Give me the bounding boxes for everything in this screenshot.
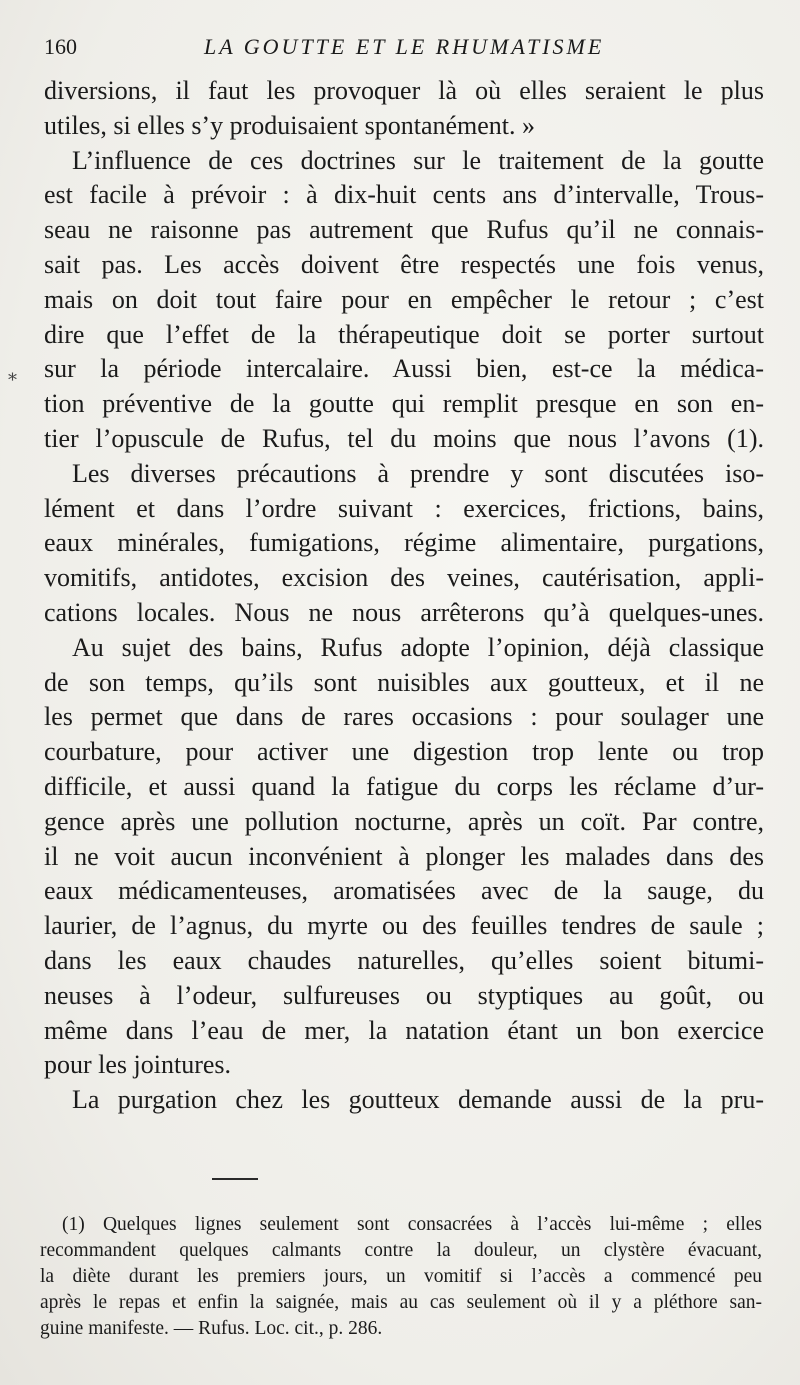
text-line: mais on doit tout faire pour en empêcher le retour ; c’est [44, 284, 764, 314]
text-line: Au sujet des bains, Rufus adopte l’opinion, déjà classique [72, 632, 764, 662]
page-number: 160 [44, 34, 77, 59]
text-line: les permet que dans de rares occasions : pour soulager une [44, 702, 764, 732]
text-line: vomitifs, antidotes, excision des veines, cautérisation, appli- [44, 563, 764, 593]
text-line: Les diverses précautions à prendre y sont discutées iso- [72, 458, 764, 488]
text-line: courbature, pour activer une digestion trop lente ou trop [44, 737, 764, 767]
footnote-rule [212, 1178, 258, 1180]
text-line: gence après une pollution nocturne, après un coït. Par contre, [44, 806, 764, 836]
text-line: seau ne raisonne pas autrement que Rufus qu’il ne connais- [44, 215, 764, 245]
text-line: est facile à prévoir : à dix-huit cents ans d’intervalle, Trous- [44, 180, 764, 210]
footnote-line: recommandent quelques calmants contre la douleur, un clystère évacuant, [40, 1240, 762, 1261]
margin-mark: * [8, 370, 17, 391]
running-head: LA GOUTTE ET LE RHUMATISME [204, 34, 605, 59]
text-line: dans les eaux chaudes naturelles, qu’elles soient bitumi- [44, 945, 764, 975]
text-line: L’influence de ces doctrines sur le traitement de la goutte [72, 145, 764, 175]
text-line: sait pas. Les accès doivent être respectés une fois venus, [44, 249, 764, 279]
footnote-line: (1) Quelques lignes seulement sont consacrées à l’accès lui-même ; elles [62, 1214, 762, 1235]
text-line: dire que l’effet de la thérapeutique doit se porter surtout [44, 319, 764, 349]
text-line: laurier, de l’agnus, du myrte ou des feuilles tendres de saule ; [44, 911, 764, 941]
text-line: même dans l’eau de mer, la natation étant un bon exercice [44, 1015, 764, 1045]
text-line: il ne voit aucun inconvénient à plonger les malades dans des [44, 841, 764, 871]
text-line: neuses à l’odeur, sulfureuses ou styptiques au goût, ou [44, 980, 764, 1010]
text-line: eaux minérales, fumigations, régime alimentaire, purgations, [44, 528, 764, 558]
text-line: cations locales. Nous ne nous arrêterons qu’à quelques-unes. [44, 597, 764, 627]
text-line: tion préventive de la goutte qui remplit presque en son en- [44, 389, 764, 419]
footnote-line: la diète durant les premiers jours, un vomitif si l’accès a commencé peu [40, 1266, 762, 1287]
text-line: de son temps, qu’ils sont nuisibles aux goutteux, et il ne [44, 667, 764, 697]
text-line: difficile, et aussi quand la fatigue du corps les réclame d’ur- [44, 771, 764, 801]
body-text [44, 74, 764, 1118]
text-line: eaux médicamenteuses, aromatisées avec de la sauge, du [44, 876, 764, 906]
text-line: lément et dans l’ordre suivant : exercices, frictions, bains, [44, 493, 764, 523]
text-line: pour les jointures. [44, 1050, 232, 1080]
page-header [44, 34, 764, 66]
footnote-line: guine manifeste. — Rufus. Loc. cit., p. 286. [40, 1318, 383, 1339]
text-line: diversions, il faut les provoquer là où elles seraient le plus [44, 76, 764, 105]
text-line: sur la période intercalaire. Aussi bien, est-ce la médica- [44, 354, 764, 384]
text-line: utiles, si elles s’y produisaient spontanément. » [44, 110, 536, 140]
footnote-line: après le repas et enfin la saignée, mais au cas seulement où il y a pléthore san- [40, 1292, 762, 1313]
text-line: La purgation chez les goutteux demande aussi de la pru- [72, 1085, 764, 1115]
footnote [40, 1212, 762, 1342]
text-line: tier l’opuscule de Rufus, tel du moins que nous l’avons (1). [44, 423, 764, 453]
